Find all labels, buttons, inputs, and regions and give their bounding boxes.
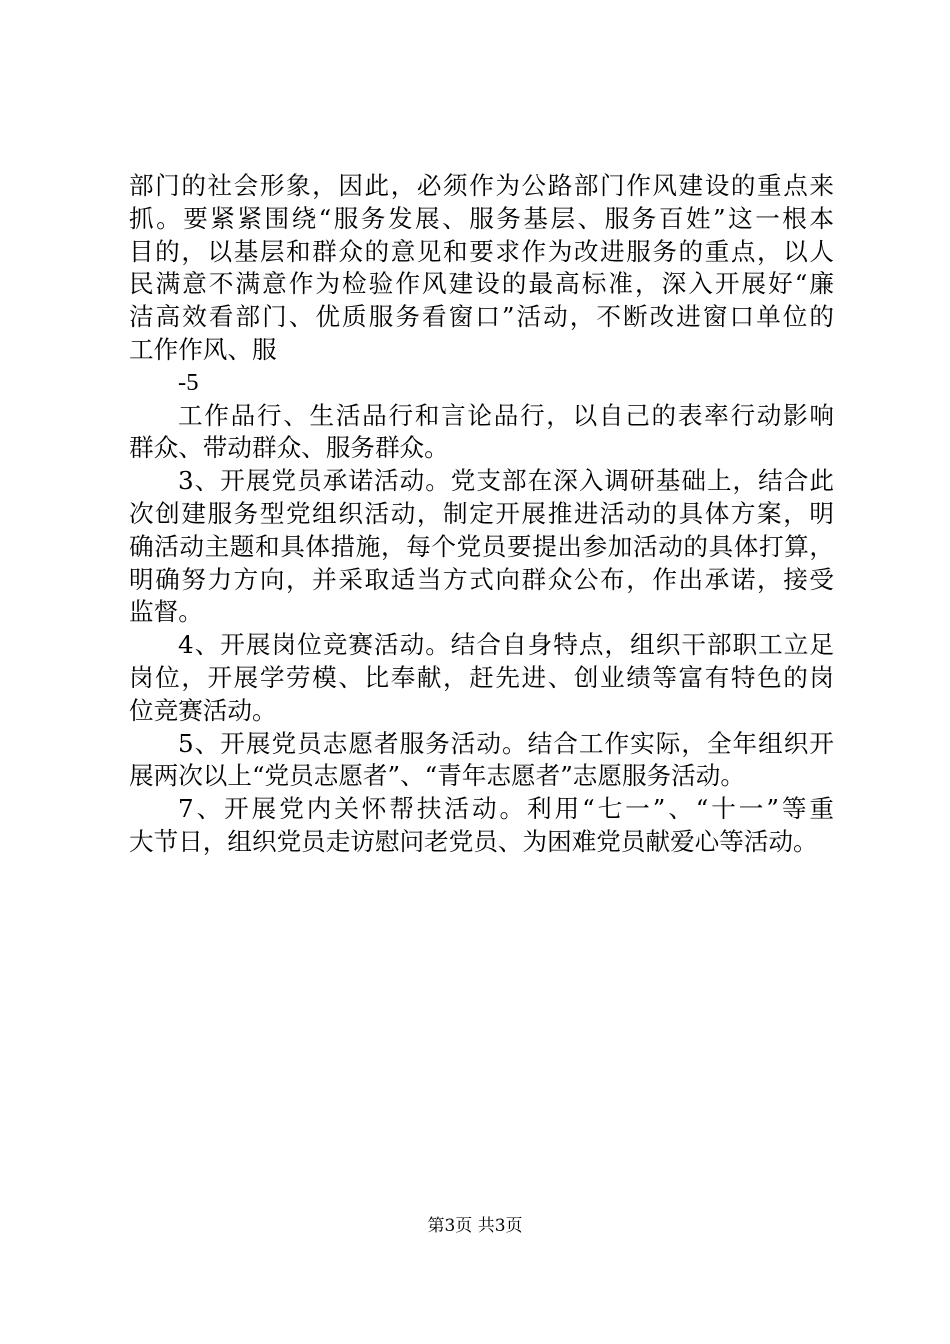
text-line: 工作作风、服	[129, 334, 277, 364]
text-line: 3、开展党员承诺活动。党支部在深入调研基础上，结合此	[178, 466, 834, 496]
text-line: 5、开展党员志愿者服务活动。结合工作实际，全年组织开	[178, 728, 834, 758]
text-line: 群众、带动群众、服务群众。	[129, 433, 449, 463]
text-line: 展两次以上“党员志愿者”、“青年志愿者”志愿服务活动。	[129, 761, 745, 791]
text-line: 工作品行、生活品行和言论品行，以自己的表率行动影响	[178, 400, 834, 430]
text-line: 抓。要紧紧围绕“服务发展、服务基层、服务百姓”这一根本	[129, 203, 834, 233]
text-line: 7、开展党内关怀帮扶活动。利用“七一”、“十一”等重	[178, 794, 834, 824]
text-line: 确活动主题和具体措施，每个党员要提出参加活动的具体打算，	[129, 531, 834, 561]
text-line: 明确努力方向，并采取适当方式向群众公布，作出承诺，接受	[129, 564, 834, 594]
text-line: 民满意不满意作为检验作风建设的最高标准，深入开展好“廉	[129, 269, 834, 299]
page-marker: -5	[178, 368, 199, 396]
text-line: 部门的社会形象，因此，必须作为公路部门作风建设的重点来	[129, 171, 834, 200]
text-line: 次创建服务型党组织活动，制定开展推进活动的具体方案，明	[129, 498, 834, 528]
text-line: 洁高效看部门、优质服务看窗口”活动，不断改进窗口单位的	[129, 302, 834, 332]
text-line: 大节日，组织党员走访慰问老党员、为困难党员献爱心等活动。	[129, 826, 818, 856]
text-line: 岗位，开展学劳模、比奉献，赶先进、创业绩等富有特色的岗	[129, 662, 834, 692]
text-line: 4、开展岗位竞赛活动。结合自身特点，组织干部职工立足	[178, 630, 834, 660]
text-line: 目的，以基层和群众的意见和要求作为改进服务的重点，以人	[129, 236, 834, 266]
page-footer: 第3页 共3页	[427, 1216, 523, 1236]
text-line: 监督。	[129, 597, 203, 627]
text-line: 位竞赛活动。	[129, 695, 277, 725]
document-body	[129, 170, 834, 859]
